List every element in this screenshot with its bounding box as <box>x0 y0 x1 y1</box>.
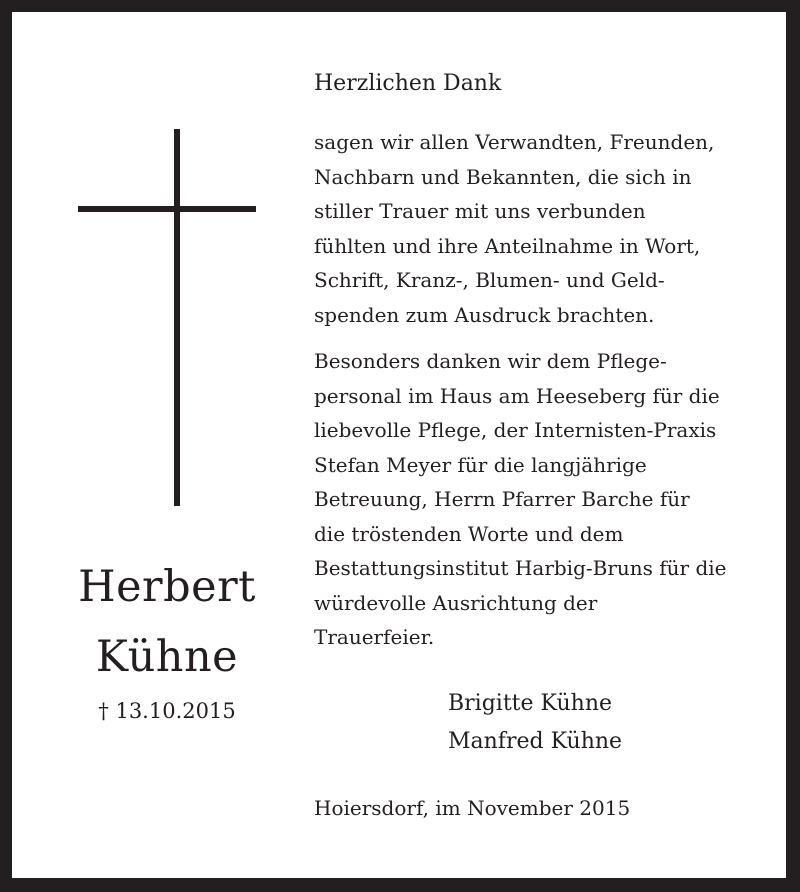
paragraph-line: sagen wir allen Verwandten, Freunden, <box>314 130 715 154</box>
paragraph-line: Nachbarn und Bekannten, die sich in <box>314 164 692 189</box>
paragraph-line: Schrift, Kranz-, Blumen- und Geld- <box>314 268 665 292</box>
thanks-heading: Herzlichen Dank <box>314 71 502 96</box>
paragraph-line: stiller Trauer mit uns verbunden <box>314 199 646 223</box>
paragraph-line: liebevolle Pflege, der Internisten-Praxis <box>314 418 717 442</box>
paragraph-line: Trauerfeier. <box>314 625 435 649</box>
cross-horizontal-bar <box>78 206 256 212</box>
signers <box>448 685 622 761</box>
paragraph-line: Stefan Meyer für die langjährige <box>314 452 647 477</box>
paragraph-line: fühlten und ihre Anteilnahme in Wort, <box>314 233 701 258</box>
paragraph-line: die tröstenden Worte und dem <box>314 521 624 546</box>
deceased-last-name: Kühne <box>95 632 239 682</box>
paragraph-line: Bestattungsinstitut Harbig-Bruns für die <box>314 556 727 580</box>
cross-vertical-bar <box>174 129 180 506</box>
death-date: † 13.10.2015 <box>98 699 236 723</box>
paragraph-line: würdevolle Ausrichtung der <box>314 590 598 615</box>
paragraph-line: spenden zum Ausdruck brachten. <box>314 302 655 327</box>
thanks-paragraph-1 <box>314 125 774 332</box>
place-and-date: Hoiersdorf, im November 2015 <box>314 796 631 820</box>
paragraph-line: Betreuung, Herrn Pfarrer Barche für <box>314 487 690 511</box>
signer-name: Brigitte Kühne <box>448 691 613 716</box>
thanks-paragraph-2 <box>314 344 774 655</box>
deceased-first-name: Herbert <box>78 562 256 612</box>
paragraph-line: personal im Haus am Heeseberg für die <box>314 383 720 408</box>
signer-name: Manfred Kühne <box>448 729 623 754</box>
paragraph-line: Besonders danken wir dem Pflege- <box>314 349 667 373</box>
